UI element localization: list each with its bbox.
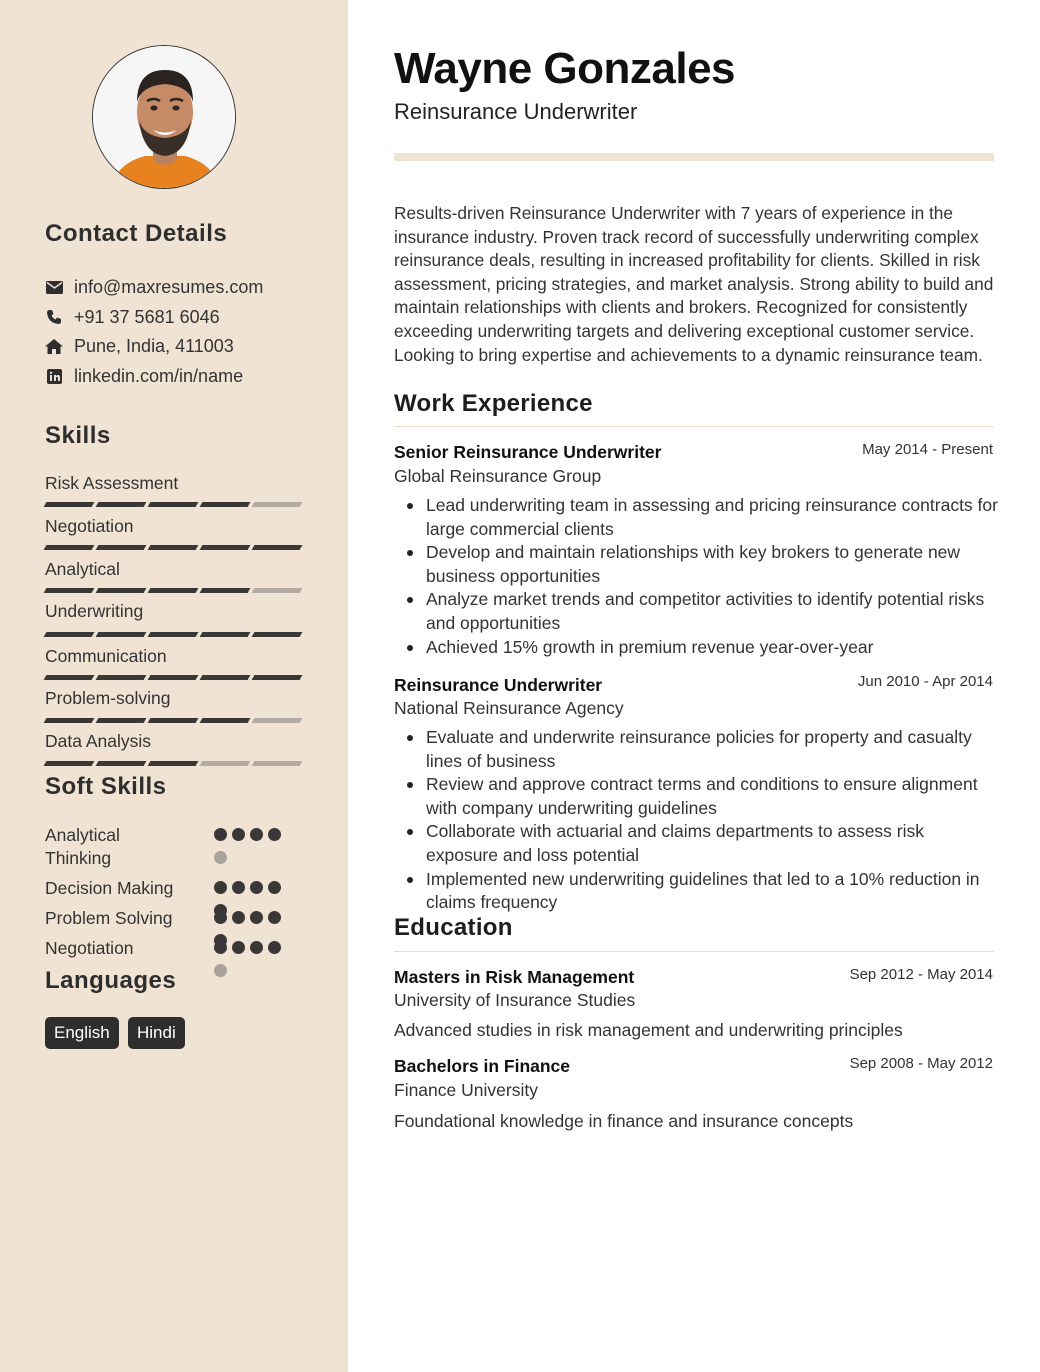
list-item: Collaborate with actuarial and claims departments to assess risk exposure and loss potential bbox=[394, 820, 999, 867]
job-title: Senior Reinsurance Underwriter bbox=[394, 442, 662, 462]
contact-address-text: Pune, India, 411003 bbox=[74, 335, 234, 356]
soft-skills-heading: Soft Skills bbox=[45, 773, 167, 800]
skill-segment bbox=[148, 588, 199, 593]
contact-linkedin[interactable] bbox=[45, 365, 243, 387]
soft-skill-label: Decision Making bbox=[45, 878, 174, 898]
list-item: Review and approve contract terms and conditions to ensure alignment with company underwriting guidelines bbox=[394, 773, 999, 820]
portrait-image bbox=[93, 46, 236, 189]
skill-segment bbox=[148, 761, 199, 766]
rating-dot bbox=[214, 964, 227, 977]
rating-dot bbox=[250, 828, 263, 841]
skill-segment bbox=[96, 718, 147, 723]
contact-email-text: info@maxresumes.com bbox=[74, 276, 264, 297]
skill-segment bbox=[44, 761, 95, 766]
job-company: Global Reinsurance Group bbox=[394, 466, 602, 486]
rating-dot bbox=[250, 941, 263, 954]
skill-segment bbox=[252, 718, 303, 723]
skill-label: Analytical bbox=[45, 559, 120, 579]
list-item: Lead underwriting team in assessing and pricing reinsurance contracts for large commercial clients bbox=[394, 494, 999, 541]
degree-dates: Sep 2008 - May 2012 bbox=[849, 1055, 993, 1072]
envelope-icon bbox=[45, 278, 63, 296]
skill-meter bbox=[45, 675, 301, 680]
skill-segment bbox=[252, 588, 303, 593]
job-dates: Jun 2010 - Apr 2014 bbox=[857, 673, 993, 690]
skill-label: Negotiation bbox=[45, 516, 134, 536]
soft-skill-meter bbox=[214, 828, 294, 864]
section-divider bbox=[394, 951, 994, 952]
job-bullets bbox=[394, 726, 999, 915]
skill-segment bbox=[44, 675, 95, 680]
skill-segment bbox=[148, 632, 199, 637]
main-content bbox=[348, 0, 1040, 1372]
rating-dot bbox=[232, 828, 245, 841]
skill-segment bbox=[200, 761, 251, 766]
rating-dot bbox=[250, 881, 263, 894]
job-title: Reinsurance Underwriter bbox=[394, 675, 603, 695]
skill-segment bbox=[44, 502, 95, 507]
contact-heading: Contact Details bbox=[45, 220, 228, 247]
list-item: Evaluate and underwrite reinsurance policies for property and casualty lines of business bbox=[394, 726, 999, 773]
phone-icon bbox=[45, 308, 63, 326]
job-dates: May 2014 - Present bbox=[862, 441, 993, 458]
skill-segment bbox=[44, 588, 95, 593]
rating-dot bbox=[232, 911, 245, 924]
profile-summary: Results-driven Reinsurance Underwriter with 7 years of experience in the insurance industry. Proven track record of successfully underwriting complex reinsurance deals, resulting in increased profitability for clients. Skilled in risk assessment, pricing strategies, and market analysis. Strong ability to build and maintain relationships with clients and brokers. Recognized for consistently exceeding underwriting targets and delivering exceptional customer service. Looking to bring expertise and achievements to a dynamic reinsurance team. bbox=[394, 203, 994, 365]
skill-segment bbox=[44, 632, 95, 637]
skill-segment bbox=[252, 675, 303, 680]
contact-linkedin-text: linkedin.com/in/name bbox=[74, 365, 244, 386]
linkedin-icon bbox=[45, 367, 63, 385]
skill-meter bbox=[45, 545, 301, 550]
contact-email[interactable] bbox=[45, 276, 263, 298]
soft-skill-label: Problem Solving bbox=[45, 908, 173, 928]
rating-dot bbox=[214, 851, 227, 864]
skill-label: Data Analysis bbox=[45, 731, 152, 751]
degree-title: Masters in Risk Management bbox=[394, 967, 635, 987]
skill-segment bbox=[252, 761, 303, 766]
candidate-title: Reinsurance Underwriter bbox=[394, 99, 638, 124]
skill-segment bbox=[96, 675, 147, 680]
home-icon bbox=[45, 337, 63, 355]
skill-segment bbox=[200, 675, 251, 680]
skills-heading: Skills bbox=[45, 422, 111, 449]
skill-segment bbox=[200, 588, 251, 593]
list-item: Implemented new underwriting guidelines that led to a 10% reduction in claims frequency bbox=[394, 868, 999, 915]
skill-segment bbox=[148, 718, 199, 723]
education-heading: Education bbox=[394, 914, 513, 941]
skill-segment bbox=[252, 545, 303, 550]
contact-phone-text: +91 37 5681 6046 bbox=[74, 306, 220, 327]
skill-meter bbox=[45, 588, 301, 593]
skill-segment bbox=[148, 502, 199, 507]
skill-label: Underwriting bbox=[45, 601, 144, 621]
skill-segment bbox=[96, 632, 147, 637]
contact-address bbox=[45, 335, 234, 357]
skill-segment bbox=[44, 545, 95, 550]
experience-heading: Work Experience bbox=[394, 390, 593, 417]
section-divider bbox=[394, 426, 994, 427]
rating-dot bbox=[268, 828, 281, 841]
rating-dot bbox=[232, 881, 245, 894]
skill-label: Risk Assessment bbox=[45, 473, 179, 493]
degree-title: Bachelors in Finance bbox=[394, 1056, 571, 1076]
soft-skill-meter bbox=[214, 941, 294, 977]
rating-dot bbox=[214, 881, 227, 894]
language-tag: Hindi bbox=[128, 1017, 185, 1049]
skill-meter bbox=[45, 761, 301, 766]
skill-label: Problem-solving bbox=[45, 688, 171, 708]
contact-phone[interactable] bbox=[45, 306, 220, 328]
skill-segment bbox=[96, 588, 147, 593]
soft-skill-label: Analytical Thinking bbox=[45, 825, 120, 868]
skill-segment bbox=[252, 632, 303, 637]
skill-segment bbox=[96, 761, 147, 766]
skill-segment bbox=[200, 632, 251, 637]
rating-dot bbox=[268, 881, 281, 894]
avatar bbox=[92, 45, 236, 189]
school-name: University of Insurance Studies bbox=[394, 990, 636, 1010]
degree-dates: Sep 2012 - May 2014 bbox=[849, 966, 993, 983]
skill-segment bbox=[148, 545, 199, 550]
rating-dot bbox=[232, 941, 245, 954]
skill-segment bbox=[44, 718, 95, 723]
rating-dot bbox=[268, 911, 281, 924]
school-name: Finance University bbox=[394, 1080, 538, 1100]
skill-meter bbox=[45, 632, 301, 637]
skill-segment bbox=[200, 718, 251, 723]
job-bullets bbox=[394, 494, 999, 659]
rating-dot bbox=[214, 828, 227, 841]
skill-segment bbox=[148, 675, 199, 680]
rating-dot bbox=[214, 941, 227, 954]
skill-meter bbox=[45, 502, 301, 507]
sidebar bbox=[0, 0, 348, 1372]
list-item: Develop and maintain relationships with key brokers to generate new business opportunities bbox=[394, 541, 999, 588]
soft-skill-label: Negotiation bbox=[45, 938, 134, 958]
list-item: Achieved 15% growth in premium revenue year-over-year bbox=[394, 636, 999, 660]
rating-dot bbox=[214, 911, 227, 924]
languages-heading: Languages bbox=[45, 967, 177, 994]
skill-label: Communication bbox=[45, 646, 167, 666]
candidate-name: Wayne Gonzales bbox=[394, 44, 736, 93]
degree-description: Advanced studies in risk management and underwriting principles bbox=[394, 1020, 903, 1040]
skill-segment bbox=[96, 545, 147, 550]
language-tag: English bbox=[45, 1017, 119, 1049]
skill-segment bbox=[200, 545, 251, 550]
rating-dot bbox=[250, 911, 263, 924]
degree-description: Foundational knowledge in finance and insurance concepts bbox=[394, 1111, 854, 1131]
job-company: National Reinsurance Agency bbox=[394, 698, 624, 718]
skill-segment bbox=[200, 502, 251, 507]
skill-meter bbox=[45, 718, 301, 723]
header-divider bbox=[394, 153, 994, 161]
list-item: Analyze market trends and competitor activities to identify potential risks and opportunities bbox=[394, 588, 999, 635]
skill-segment bbox=[252, 502, 303, 507]
skill-segment bbox=[96, 502, 147, 507]
rating-dot bbox=[268, 941, 281, 954]
